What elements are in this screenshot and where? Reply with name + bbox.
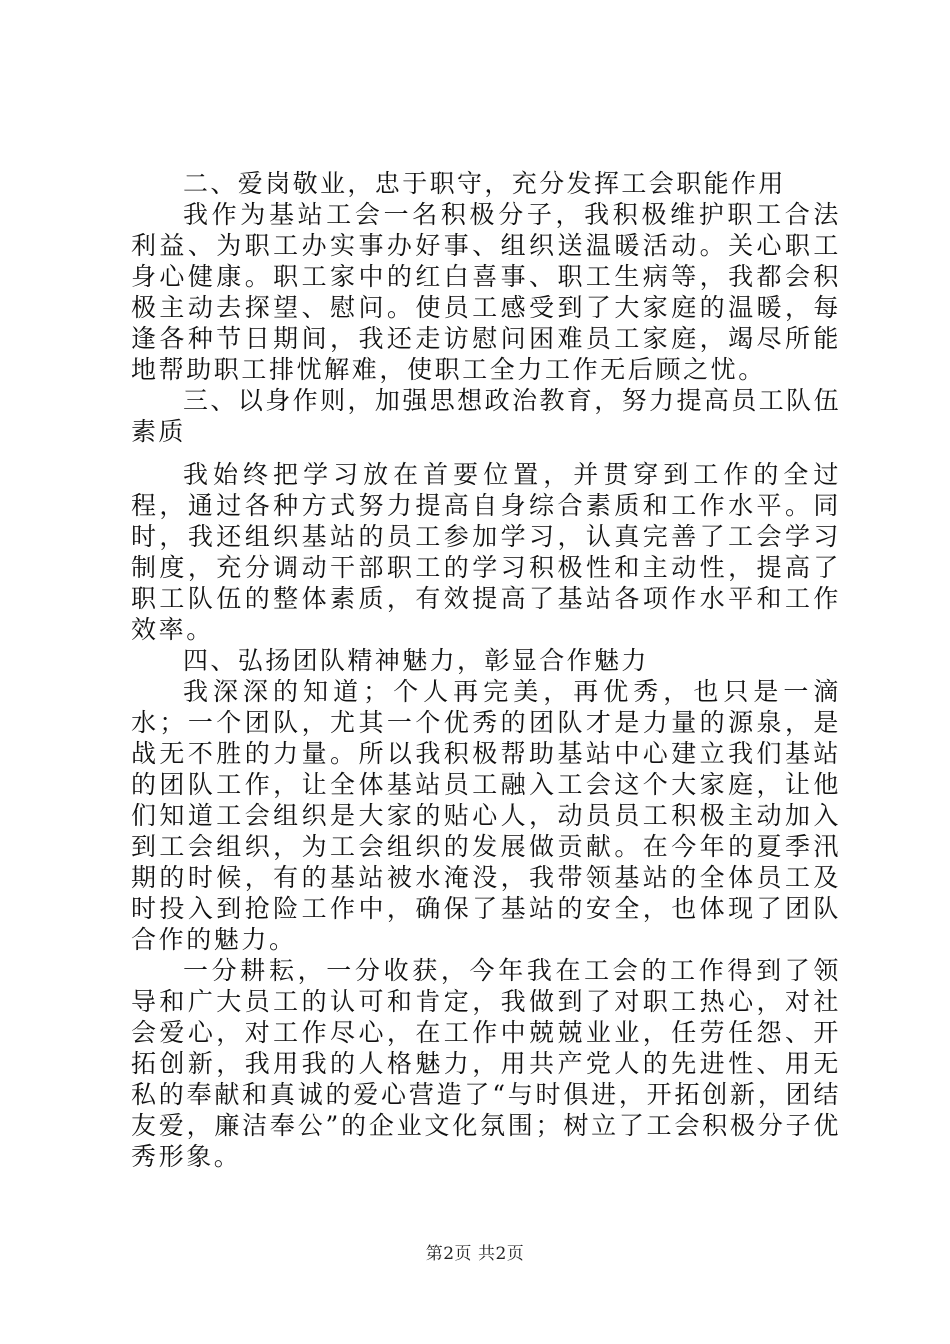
paragraph-teamwork: 我深深的知道；个人再完美，再优秀，也只是一滴水；一个团队，尤其一个优秀的团队才是力量的源泉，是战无不胜的力量。所以我积极帮助基站中心建立我们基站的团队工作，让全体基站员工融入工会这个大家庭，让他们知道工会组织是大家的贴心人，动员员工积极主动加入到工会组织，为工会组织的发展做贡献。在今年的夏季汛期的时候，有的基站被水淹没，我带领基站的全体员工及时投入到抢险工作中，确保了基站的安全，也体现了团队合作的魅力。 (131, 677, 841, 954)
document-body (131, 168, 841, 1172)
paragraph-union-duties: 我作为基站工会一名积极分子，我积极维护职工合法利益、为职工办实事办好事、组织送温暖活动。关心职工身心健康。职工家中的红白喜事、职工生病等，我都会积极主动去探望、慰问。使员工感受到了大家庭的温暖，每逢各种节日期间，我还走访慰问困难员工家庭，竭尽所能地帮助职工排忧解难，使职工全力工作无后顾之忧。 (131, 200, 841, 384)
section-heading-4: 四、弘扬团队精神魅力，彰显合作魅力 (183, 646, 649, 675)
section-heading-3: 三、以身作则，加强思想政治教育，努力提高员工队伍素质 (131, 386, 841, 446)
section-heading-2: 二、爱岗敬业，忠于职守，充分发挥工会职能作用 (183, 169, 786, 198)
paragraph-study: 我始终把学习放在首要位置，并贯穿到工作的全过程，通过各种方式努力提高自身综合素质和工作水平。同时，我还组织基站的员工参加学习，认真完善了工会学习制度，充分调动干部职工的学习积极性和主动性，提高了职工队伍的整体素质，有效提高了基站各项作水平和工作效率。 (131, 460, 841, 644)
paragraph-conclusion: 一分耕耘，一分收获，今年我在工会的工作得到了领导和广大员工的认可和肯定，我做到了对职工热心，对社会爱心，对工作尽心，在工作中兢兢业业，任劳任怨、开拓创新，我用我的人格魅力，用共产党人的先进性、用无私的奉献和真诚的爱心营造了“与时俱进，开拓创新，团结友爱，廉洁奉公”的企业文化氛围；树立了工会积极分子优秀形象。 (131, 956, 841, 1171)
page-number-footer: 第2页 共2页 (425, 1244, 525, 1264)
